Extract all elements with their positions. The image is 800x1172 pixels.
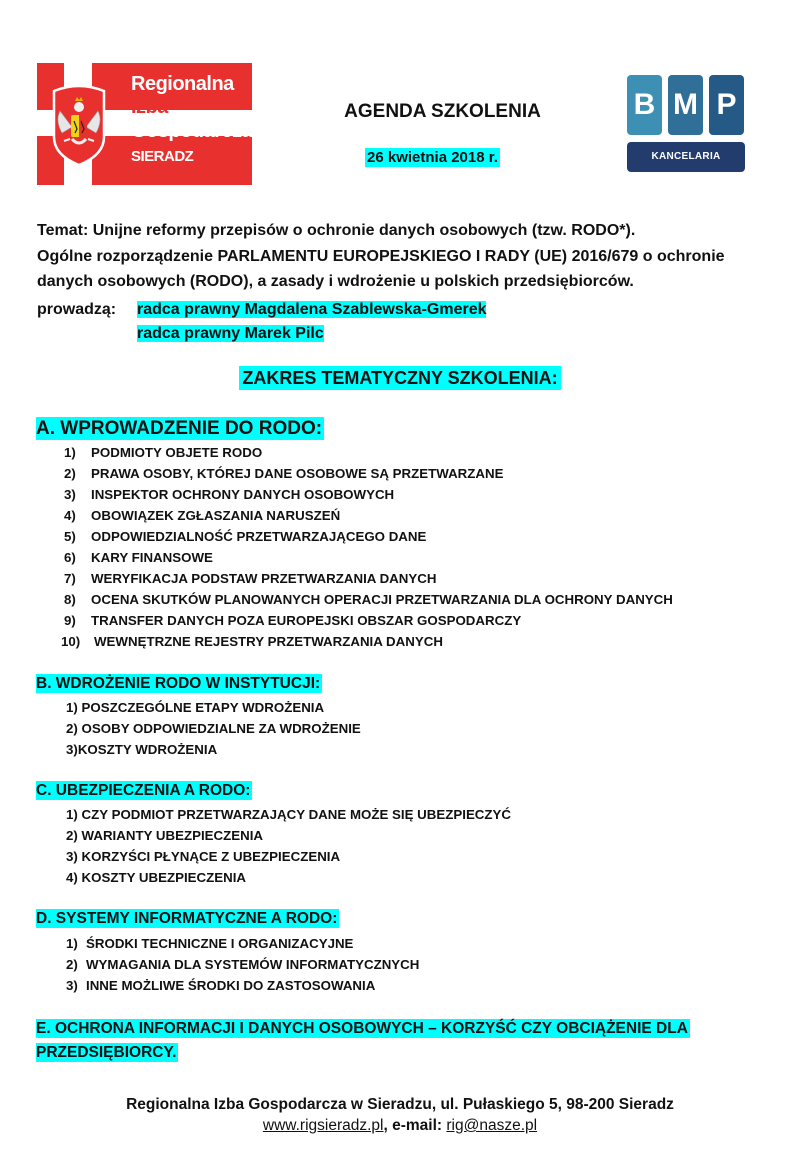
website-link[interactable]: www.rigsieradz.pl (262, 1117, 384, 1134)
bmp-letter-b: B (627, 75, 662, 135)
section-e (36, 1017, 690, 1065)
section-b-list (66, 697, 361, 760)
bmp-letter-p: P (709, 75, 744, 135)
list-item: 3) KORZYŚCI PŁYNĄCE Z UBEZPIECZENIA (66, 849, 341, 864)
section-heading: E. OCHRONA INFORMACJI I DANYCH OSOBOWYCH – KORZYŚĆ CZY OBCIĄŻENIE DLA (36, 1020, 688, 1037)
section-a (36, 418, 324, 440)
logo-text-izba: Izba (131, 96, 168, 118)
list-item: 1) ŚRODKI TECHNICZNE I ORGANIZACYJNE (66, 936, 354, 951)
section-c-list (66, 804, 511, 888)
list-item: 5) ODPOWIEDZIALNOŚĆ PRZETWARZAJĄCEGO DANE (64, 529, 427, 544)
logo-text-gospodarcza: Gospodarcza (131, 120, 252, 142)
section-b (36, 675, 322, 693)
list-item: 2) WYMAGANIA DLA SYSTEMÓW INFORMATYCZNYCH (66, 957, 420, 972)
list-item: 2) OSOBY ODPOWIEDZIALNE ZA WDROŻENIE (66, 721, 361, 736)
footer-address: Regionalna Izba Gospodarcza w Sieradzu, ul. Pułaskiego 5, 98-200 Sieradz (126, 1096, 674, 1113)
footer-contact (0, 1115, 800, 1136)
list-item: 9) TRANSFER DANYCH POZA EUROPEJSKI OBSZAR GOSPODARCZY (64, 613, 522, 628)
list-item: 6) KARY FINANSOWE (64, 550, 213, 565)
leader-name: radca prawny Marek Pilc (137, 325, 324, 342)
list-item: 2) PRAWA OSOBY, KTÓREJ DANE OSOBOWE SĄ PRZETWARZANE (64, 466, 504, 481)
section-d-list (66, 933, 419, 996)
section-heading: B. WDROŻENIE RODO W INSTYTUCJI: (36, 675, 321, 692)
list-item: 1) POSZCZEGÓLNE ETAPY WDROŻENIA (66, 700, 325, 715)
list-item: 1) CZY PODMIOT PRZETWARZAJĄCY DANE MOŻE SIĘ UBEZPIECZYĆ (66, 807, 512, 822)
bmp-subtitle: KANCELARIA (627, 142, 745, 172)
list-item: 4) OBOWIĄZEK ZGŁASZANIA NARUSZEŃ (64, 508, 341, 523)
list-item: 3) INNE MOŻLIWE ŚRODKI DO ZASTOSOWANIA (66, 978, 376, 993)
scope-title-text: ZAKRES TEMATYCZNY SZKOLENIA: (239, 366, 560, 390)
section-heading: D. SYSTEMY INFORMATYCZNE A RODO: (36, 910, 338, 927)
leaders-label: prowadzą: (37, 301, 117, 318)
bmp-letter-m: M (668, 75, 703, 135)
list-item: 3)KOSZTY WDROŻENIA (66, 742, 218, 757)
rig-sieradz-logo (37, 63, 252, 185)
section-a-list (61, 442, 673, 652)
list-item: 10) WEWNĘTRZNE REJESTRY PRZETWARZANIA DANYCH (61, 634, 443, 649)
bmp-kancelaria-logo (627, 75, 747, 175)
list-item: 2) WARIANTY UBEZPIECZENIA (66, 828, 264, 843)
section-heading: A. WPROWADZENIE DO RODO: (36, 418, 323, 439)
email-label: , e-mail: (383, 1117, 447, 1134)
list-item: 3) INSPEKTOR OCHRONY DANYCH OSOBOWYCH (64, 487, 395, 502)
footer (0, 1094, 800, 1136)
logo-text-sieradz: SIERADZ (131, 148, 194, 165)
section-heading-continued: PRZEDSIĘBIORCY. (36, 1044, 177, 1061)
leaders-row-2 (137, 322, 324, 346)
intro-block (37, 218, 777, 295)
scope-title (0, 368, 800, 389)
section-heading: C. UBEZPIECZENIA A RODO: (36, 782, 251, 799)
email-link[interactable]: rig@nasze.pl (446, 1117, 538, 1134)
section-d (36, 910, 339, 928)
list-item: 4) KOSZTY UBEZPIECZENIA (66, 870, 247, 885)
list-item: 7) WERYFIKACJA PODSTAW PRZETWARZANIA DANYCH (64, 571, 437, 586)
list-item: 1) PODMIOTY OBJETE RODO (64, 445, 263, 460)
page-title: AGENDA SZKOLENIA (344, 101, 541, 122)
leader-name: radca prawny Magdalena Szablewska-Gmerek (137, 301, 487, 318)
training-topic: Temat: Unijne reformy przepisów o ochronie danych osobowych (tzw. RODO*). (37, 222, 636, 239)
list-item: 8) OCENA SKUTKÓW PLANOWANYCH OPERACJI PRZETWARZANIA DLA OCHRONY DANYCH (64, 592, 673, 607)
regulation-description: Ogólne rozporządzenie PARLAMENTU EUROPEJSKIEGO I RADY (UE) 2016/679 o ochronie danych osobowych (RODO), a zasady i wdrożenie u polskich przedsiębiorców. (37, 247, 725, 290)
event-date: 26 kwietnia 2018 r. (367, 149, 498, 166)
logo-text-regionalna: Regionalna (131, 73, 234, 95)
leaders-row (37, 298, 486, 322)
section-c (36, 782, 252, 800)
eagle-shield-icon (50, 81, 108, 165)
